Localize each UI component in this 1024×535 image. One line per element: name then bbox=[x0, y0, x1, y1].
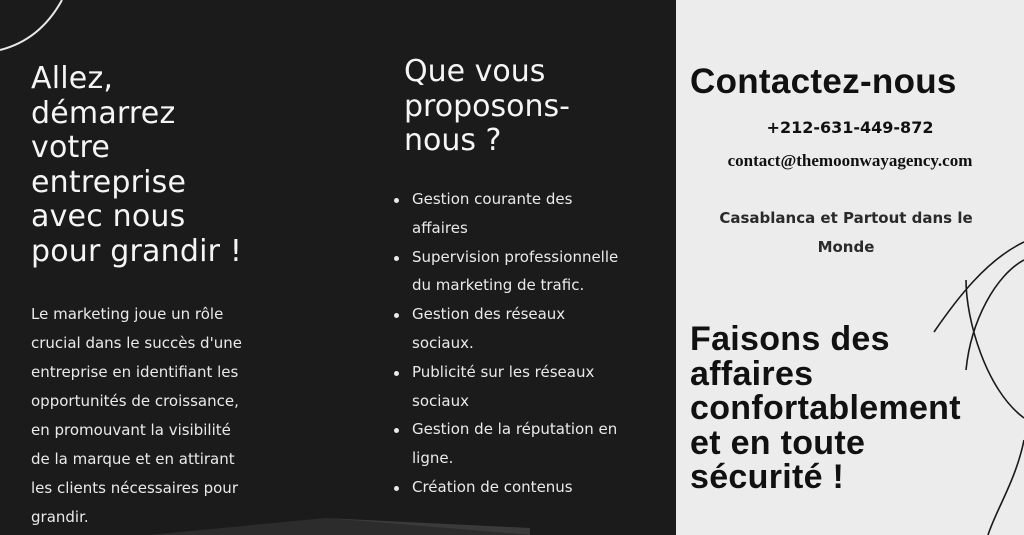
email-address[interactable]: contact@themoonwayagency.com bbox=[727, 151, 973, 170]
intro-line: de la marque et en attirant bbox=[31, 450, 235, 468]
service-line: Gestion courante des bbox=[412, 190, 573, 208]
decorative-curves bbox=[926, 240, 1024, 535]
intro-line: grandir. bbox=[31, 508, 89, 526]
intro-paragraph bbox=[31, 300, 289, 532]
contact-title: Contactez-nous bbox=[690, 62, 957, 101]
left-column bbox=[31, 61, 331, 526]
services-heading-line: proposons- bbox=[404, 88, 570, 124]
address-line: Monde bbox=[817, 238, 875, 256]
bullet-icon bbox=[394, 313, 399, 318]
left-heading-line: Allez, bbox=[31, 61, 114, 96]
decorative-floor-shape bbox=[150, 518, 530, 535]
services-heading-line: nous ? bbox=[404, 123, 502, 158]
decorative-arc-top-left bbox=[0, 0, 70, 55]
service-line: Supervision professionnelle bbox=[412, 247, 619, 266]
bullet-icon bbox=[394, 198, 399, 203]
service-line: affaires bbox=[412, 218, 468, 237]
left-heading bbox=[31, 62, 331, 269]
service-item bbox=[394, 415, 656, 473]
service-line: sociaux bbox=[412, 391, 469, 410]
service-item bbox=[394, 300, 656, 358]
intro-line: en promouvant la visibilité bbox=[31, 421, 231, 439]
left-heading-line: pour grandir ! bbox=[31, 233, 243, 269]
services-list bbox=[394, 185, 656, 502]
service-line: ligne. bbox=[412, 449, 454, 468]
service-item bbox=[394, 473, 656, 502]
service-item bbox=[394, 185, 656, 243]
intro-line: entreprise en identifiant les bbox=[31, 363, 239, 381]
slogan-line: Faisons des bbox=[690, 320, 890, 358]
service-line: Publicité sur les réseaux bbox=[412, 362, 595, 381]
right-column bbox=[676, 0, 1024, 535]
intro-line: les clients nécessaires pour bbox=[31, 479, 238, 497]
services-heading-line: Que vous bbox=[404, 54, 546, 89]
service-line: du marketing de trafic. bbox=[412, 276, 585, 295]
address-line: Casablanca et Partout dans le bbox=[719, 209, 973, 227]
service-item bbox=[394, 358, 656, 416]
intro-line: opportunités de croissance, bbox=[31, 392, 239, 410]
service-item bbox=[394, 243, 656, 301]
service-line: sociaux. bbox=[412, 333, 474, 352]
service-line: Gestion des réseaux bbox=[412, 305, 566, 324]
contact-panel bbox=[676, 0, 1024, 535]
slogan-line: confortablement bbox=[690, 389, 961, 427]
bullet-icon bbox=[394, 486, 399, 491]
slogan-line: sécurité ! bbox=[690, 458, 845, 496]
left-heading-line: avec nous bbox=[31, 199, 186, 234]
middle-column bbox=[404, 54, 664, 496]
left-heading-line: démarrez bbox=[31, 95, 176, 131]
service-line: Création de contenus bbox=[412, 477, 573, 496]
slogan-line: affaires bbox=[690, 354, 814, 393]
bullet-icon bbox=[394, 371, 399, 376]
service-line: Gestion de la réputation en bbox=[412, 420, 618, 439]
services-heading bbox=[404, 55, 664, 159]
left-heading-line: entreprise bbox=[31, 164, 187, 200]
slogan-line: et en toute bbox=[690, 423, 866, 462]
bullet-icon bbox=[394, 428, 399, 433]
bullet-icon bbox=[394, 256, 399, 261]
intro-line: crucial dans le succès d'une bbox=[31, 334, 242, 352]
intro-line: Le marketing joue un rôle bbox=[31, 305, 224, 323]
left-heading-line: votre bbox=[31, 130, 111, 165]
phone-number[interactable]: +212-631-449-872 bbox=[766, 118, 934, 137]
